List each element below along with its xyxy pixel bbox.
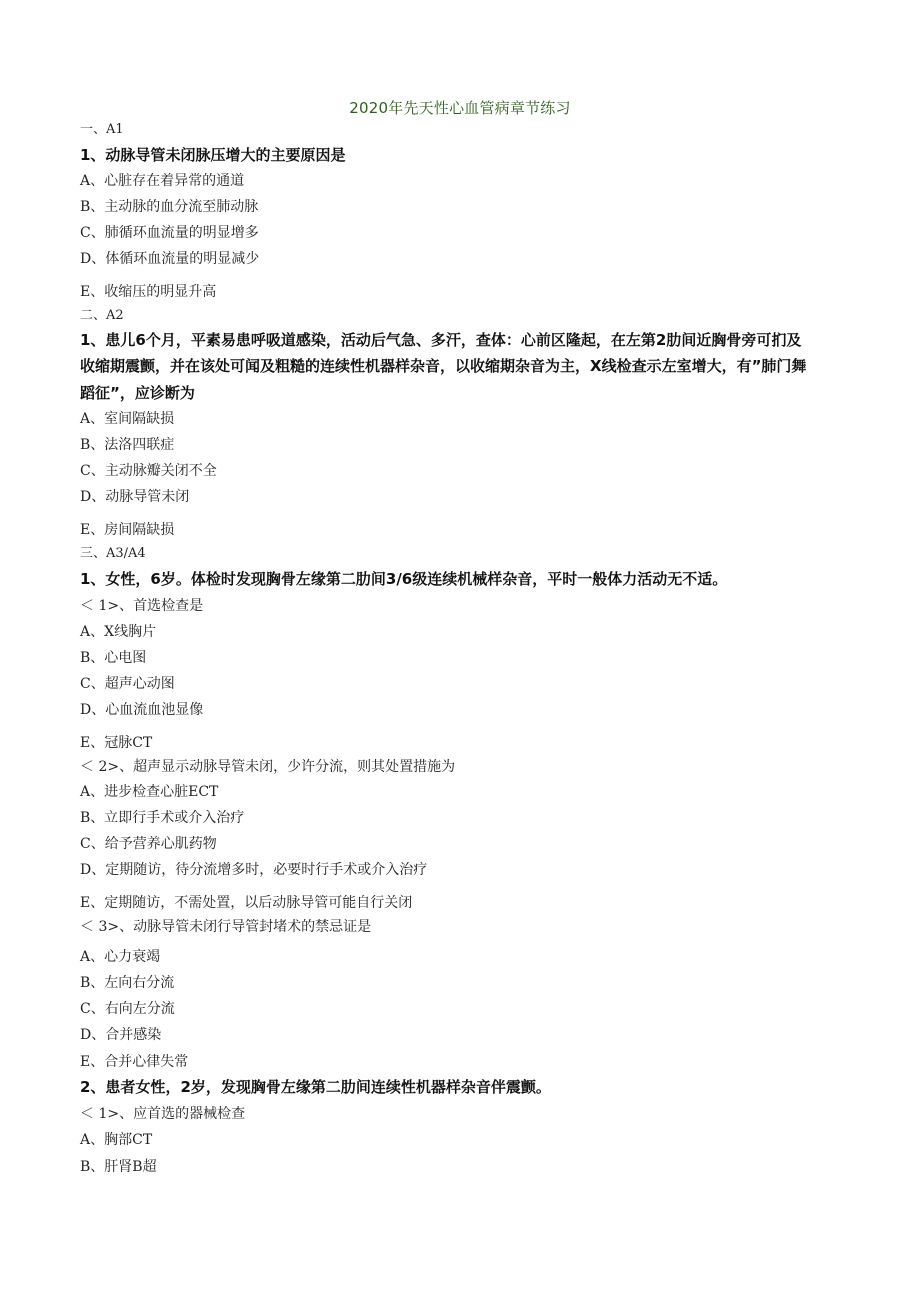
option-e: E、合并心律失常 — [80, 1054, 189, 1070]
option-b: B、左向右分流 — [80, 975, 175, 991]
question-stem: 1、女性，6岁。体检时发现胸骨左缘第二肋间3/6级连续机械样杂音，平时一般体力活动无不适。 — [80, 570, 728, 588]
question-stem-line-3: 蹈征”，应诊断为 — [80, 384, 195, 402]
option-a: A、X线胸片 — [80, 624, 157, 640]
option-d: D、体循环血流量的明显减少 — [80, 251, 260, 267]
option-c: C、主动脉瓣关闭不全 — [80, 463, 217, 479]
option-e: E、定期随访，不需处置，以后动脉导管可能自行关闭 — [80, 895, 413, 911]
option-d: D、动脉导管未闭 — [80, 489, 190, 505]
option-a: A、室间隔缺损 — [80, 411, 175, 427]
option-e: E、冠脉CT — [80, 735, 153, 751]
option-c: C、肺循环血流量的明显增多 — [80, 225, 259, 241]
option-c: C、给予营养心肌药物 — [80, 836, 217, 852]
question-stem: 1、动脉导管未闭脉压增大的主要原因是 — [80, 146, 346, 164]
question-stem-line-1: 1、患儿6个月，平素易患呼吸道感染，活动后气急、多汗，查体：心前区隆起，在左第2肋间近胸骨旁可扪及 — [80, 331, 802, 349]
option-c: C、超声心动图 — [80, 676, 175, 692]
document-title: 2020年先天性心血管病章节练习 — [349, 99, 571, 117]
option-d: D、定期随访，待分流增多时，必要时行手术或介入治疗 — [80, 862, 428, 878]
option-b: B、心电图 — [80, 650, 147, 666]
option-a: A、心脏存在着异常的通道 — [80, 173, 245, 189]
option-a: A、进步检查心脏ECT — [80, 784, 219, 800]
section-heading-a1: 一、A1 — [80, 122, 124, 137]
sub-question-stem: ＜ 3>、动脉导管未闭行导管封堵术的禁忌证是 — [80, 919, 372, 935]
sub-question-stem: ＜ 1>、应首选的器械检查 — [80, 1106, 246, 1122]
section-heading-a2: 二、A2 — [80, 308, 124, 323]
option-b: B、主动脉的血分流至肺动脉 — [80, 199, 259, 215]
question-stem-line-2: 收缩期震颤，并在该处可闻及粗糙的连续性机器样杂音，以收缩期杂音为主，X线检查示左室增大，有”肺门舞 — [80, 357, 807, 375]
option-d: D、合并感染 — [80, 1027, 162, 1043]
question-stem: 2、患者女性，2岁，发现胸骨左缘第二肋间连续性机器样杂音伴震颤。 — [80, 1078, 551, 1096]
option-b: B、法洛四联症 — [80, 437, 175, 453]
option-a: A、胸部CT — [80, 1132, 153, 1148]
option-e: E、房间隔缺损 — [80, 522, 175, 538]
option-c: C、右向左分流 — [80, 1001, 175, 1017]
option-a: A、心力衰竭 — [80, 949, 161, 965]
option-b: B、肝肾B超 — [80, 1159, 157, 1175]
section-heading-a3a4: 三、A3/A4 — [80, 546, 146, 561]
option-e: E、收缩压的明显升高 — [80, 284, 217, 300]
option-b: B、立即行手术或介入治疗 — [80, 810, 245, 826]
option-d: D、心血流血池显像 — [80, 702, 204, 718]
sub-question-stem: ＜ 1>、首选检查是 — [80, 598, 204, 614]
sub-question-stem: ＜ 2>、超声显示动脉导管未闭，少许分流，则其处置措施为 — [80, 759, 456, 775]
